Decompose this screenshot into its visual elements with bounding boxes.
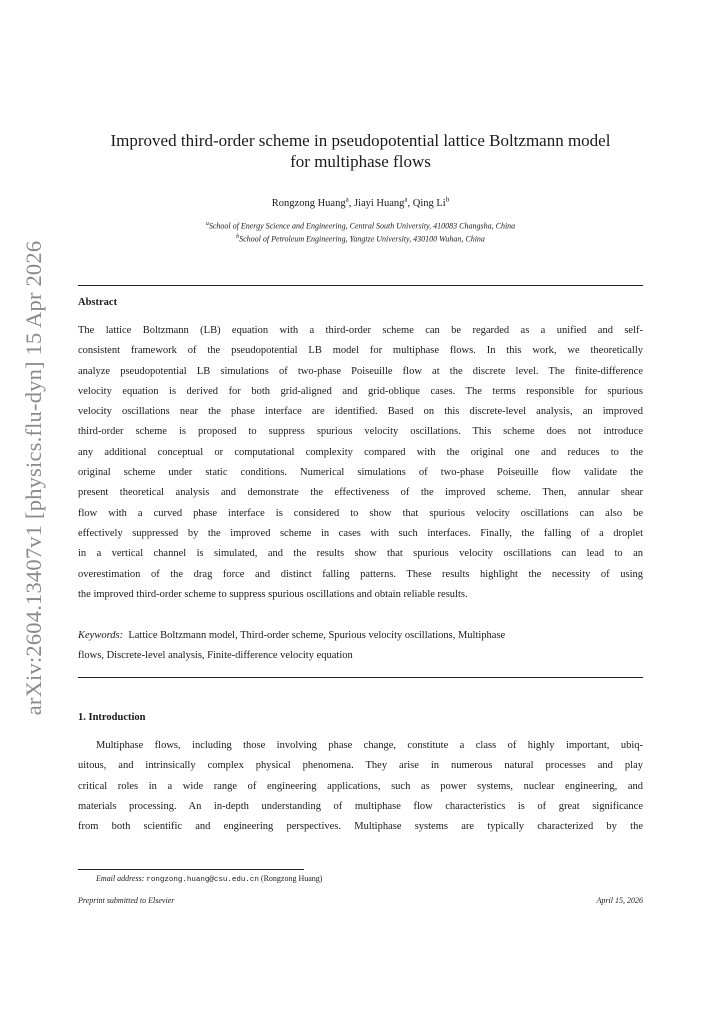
intro-line: materials processing. An in-depth understanding of multiphase flow characteristics is of great significance — [78, 800, 643, 812]
author-3: Qing Li$^b$ — [412, 195, 450, 209]
email-footnote — [96, 873, 322, 886]
abstract-line: in a vertical channel is simulated, and the results show that spurious velocity oscillations can lead to an — [78, 548, 643, 560]
intro-line: from both scientific and engineering perspectives. Multiphase systems are typically characterized by the — [78, 821, 643, 833]
email-owner: (Rongzong Huang) — [260, 874, 323, 883]
keywords-label: Keywords: — [78, 630, 124, 641]
abstract-top-rule — [78, 285, 643, 286]
title-line-2: for multiphase flows — [290, 152, 431, 171]
title-line-1: Improved third-order scheme in pseudopotential lattice Boltzmann model — [110, 131, 611, 150]
keywords — [78, 626, 643, 667]
affiliation-b: $^b$School of Petroleum Engineering, Yangtze University, 430100 Wuhan, China — [236, 234, 485, 244]
abstract-line: consistent framework of the pseudopotential LB model for multiphase flows. In this work, we theoretically — [78, 345, 643, 357]
author-list — [78, 192, 643, 211]
intro-line: Multiphase flows, including those involving phase change, constitute a class of highly important, ubiq- — [96, 740, 643, 751]
affiliation-a: $^a$School of Energy Science and Engineering, Central South University, 410083 Changsha, China — [205, 221, 516, 231]
footnote-rule — [78, 869, 304, 870]
abstract-line: any additional conceptual or computational complexity compared with the original one and reduces to the — [78, 446, 643, 458]
introduction-body — [78, 736, 643, 837]
abstract-line: original scheme under static conditions. Numerical simulations of two-phase Poiseuille flow validate the — [78, 467, 643, 479]
introduction-heading: 1. Introduction — [78, 712, 146, 723]
abstract-line: effectively suppressed by the improved scheme in cases with such interfaces. Finally, the falling of a droplet — [78, 527, 643, 539]
paper-title — [78, 130, 643, 172]
intro-line: uitous, and intrinsically complex physical phenomena. They arise in numerous natural processes and play — [78, 760, 643, 772]
affiliations — [78, 219, 643, 245]
abstract-line: The lattice Boltzmann (LB) equation with a third-order scheme can be regarded as a unified and self- — [78, 325, 643, 336]
abstract-line: velocity oscillations near the phase interface are identified. Based on this discrete-level analysis, an improved — [78, 406, 643, 418]
abstract-line: flow with a curved phase interface is considered to show that spurious velocity oscillations can also be — [78, 507, 643, 519]
abstract-body — [78, 321, 643, 605]
keywords-line-2: flows, Discrete-level analysis, Finite-difference velocity equation — [78, 650, 353, 662]
abstract-line: analyze pseudopotential LB simulations of two-phase Poiseuille flow at the discrete level. The finite-difference — [78, 365, 643, 377]
abstract-line: present theoretical analysis and demonstrate the effectiveness of the improved scheme. Then, annular shear — [78, 487, 643, 499]
abstract-heading: Abstract — [78, 297, 118, 308]
intro-line: critical roles in a wide range of engineering applications, such as power systems, nuclear engineering, and — [78, 780, 643, 792]
author-2: Jiayi Huang$^a$, — [353, 195, 413, 209]
preprint-date: April 15, 2026 — [596, 896, 643, 905]
arxiv-identifier: arXiv:2604.13407v1 [physics.flu-dyn] 15 Apr 2026 — [21, 240, 46, 716]
author-1: Rongzong Huang$^a$, — [271, 195, 354, 209]
abstract-line: velocity equation is derived for both grid-aligned and grid-oblique cases. The terms responsible for spurious — [78, 385, 643, 397]
abstract-line: overestimation of the drag force and distinct falling patterns. These results highlight the necessity of using — [78, 568, 643, 580]
abstract-line: third-order scheme is proposed to suppress spurious velocity oscillations. This scheme does not introduce — [78, 426, 643, 438]
preprint-note: Preprint submitted to Elsevier — [78, 896, 175, 905]
abstract-line: the improved third-order scheme to suppress spurious oscillations and obtain reliable results. — [78, 588, 468, 600]
keywords-line-1: Keywords: Lattice Boltzmann model, Third-order scheme, Spurious velocity oscillations, Multiphase — [78, 630, 506, 641]
email-address[interactable]: rongzong.huang@csu.edu.cn — [146, 876, 259, 884]
abstract-bottom-rule — [78, 677, 643, 678]
email-label: Email address: — [96, 874, 145, 883]
